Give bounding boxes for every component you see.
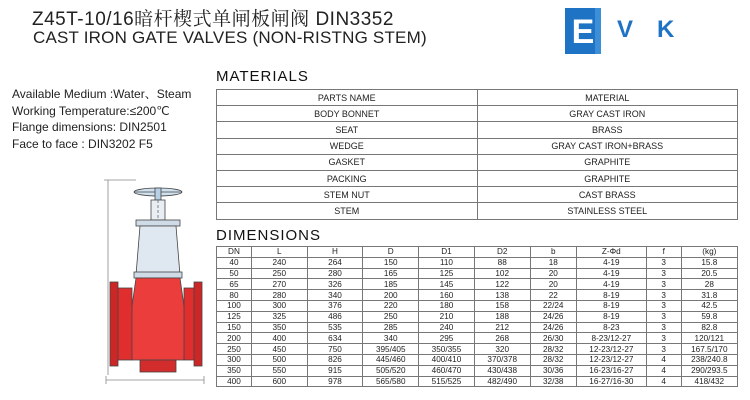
table-cell: 110: [419, 257, 475, 268]
table-cell: 28: [681, 279, 737, 290]
table-cell: 145: [419, 279, 475, 290]
table-cell: PACKING: [217, 170, 478, 186]
table-cell: 20: [530, 268, 576, 279]
table-cell: 8-19: [576, 300, 646, 311]
table-cell: 550: [251, 365, 307, 376]
materials-title: MATERIALS: [216, 68, 309, 85]
table-cell: 200: [363, 290, 419, 301]
table-cell: 31.8: [681, 290, 737, 301]
table-cell: 418/432: [681, 376, 737, 387]
table-cell: 28/32: [530, 344, 576, 355]
table-cell: 326: [307, 279, 363, 290]
table-cell: 4: [646, 365, 681, 376]
table-cell: 325: [251, 311, 307, 322]
table-cell: BRASS: [477, 122, 738, 138]
table-cell: 3: [646, 290, 681, 301]
header-cell: D: [363, 247, 419, 258]
table-cell: 20: [530, 279, 576, 290]
dimensions-title: DIMENSIONS: [216, 227, 322, 244]
table-cell: 826: [307, 354, 363, 365]
table-cell: 280: [307, 268, 363, 279]
table-cell: 3: [646, 344, 681, 355]
table-cell: 4: [646, 354, 681, 365]
table-cell: 150: [363, 257, 419, 268]
table-cell: STEM NUT: [217, 187, 478, 203]
dimensions-row: [217, 279, 738, 290]
gate-valve-drawing: [96, 170, 206, 395]
table-cell: 445/460: [363, 354, 419, 365]
table-cell: 8-23/12-27: [576, 333, 646, 344]
table-cell: 22/24: [530, 300, 576, 311]
table-cell: 24/26: [530, 311, 576, 322]
table-cell: 270: [251, 279, 307, 290]
materials-row: [217, 187, 738, 203]
table-cell: 122: [474, 279, 530, 290]
table-cell: 535: [307, 322, 363, 333]
table-cell: 3: [646, 311, 681, 322]
table-cell: 158: [474, 300, 530, 311]
header-cell: b: [530, 247, 576, 258]
table-cell: 3: [646, 279, 681, 290]
table-cell: 4-19: [576, 279, 646, 290]
table-cell: CAST BRASS: [477, 187, 738, 203]
table-cell: 80: [217, 290, 252, 301]
table-cell: 634: [307, 333, 363, 344]
table-cell: 285: [363, 322, 419, 333]
table-cell: 3: [646, 268, 681, 279]
dimensions-row: [217, 268, 738, 279]
header-cell: PARTS NAME: [217, 90, 478, 106]
table-cell: 320: [474, 344, 530, 355]
dimensions-row: [217, 333, 738, 344]
table-cell: 82.8: [681, 322, 737, 333]
table-cell: GRAPHITE: [477, 170, 738, 186]
table-cell: 290/293.5: [681, 365, 737, 376]
table-cell: GRAY CAST IRON+BRASS: [477, 138, 738, 154]
materials-row: [217, 154, 738, 170]
table-cell: 300: [251, 300, 307, 311]
table-cell: 376: [307, 300, 363, 311]
table-cell: GASKET: [217, 154, 478, 170]
table-cell: 102: [474, 268, 530, 279]
dimensions-row: [217, 376, 738, 387]
table-cell: GRAY CAST IRON: [477, 106, 738, 122]
table-cell: 138: [474, 290, 530, 301]
materials-header-row: [217, 90, 738, 106]
spec-medium: Available Medium :Water、Steam: [12, 87, 192, 101]
table-cell: 8-19: [576, 290, 646, 301]
materials-row: [217, 170, 738, 186]
table-cell: 42.5: [681, 300, 737, 311]
dimensions-header-row: [217, 247, 738, 258]
table-cell: 188: [474, 311, 530, 322]
table-cell: 4: [646, 376, 681, 387]
table-cell: 18: [530, 257, 576, 268]
table-cell: 978: [307, 376, 363, 387]
table-cell: 395/405: [363, 344, 419, 355]
table-cell: 250: [217, 344, 252, 355]
table-cell: 486: [307, 311, 363, 322]
table-cell: 28/32: [530, 354, 576, 365]
table-cell: 20.5: [681, 268, 737, 279]
table-cell: SEAT: [217, 122, 478, 138]
dimensions-row: [217, 344, 738, 355]
table-cell: 210: [419, 311, 475, 322]
table-cell: 264: [307, 257, 363, 268]
table-cell: STAINLESS STEEL: [477, 203, 738, 219]
table-cell: 120/121: [681, 333, 737, 344]
table-cell: 220: [363, 300, 419, 311]
materials-row: [217, 203, 738, 219]
table-cell: 30/36: [530, 365, 576, 376]
table-cell: 200: [217, 333, 252, 344]
materials-row: [217, 106, 738, 122]
dimensions-row: [217, 290, 738, 301]
header-cell: D1: [419, 247, 475, 258]
table-cell: 3: [646, 333, 681, 344]
table-cell: 165: [363, 268, 419, 279]
table-cell: STEM: [217, 203, 478, 219]
table-cell: 515/525: [419, 376, 475, 387]
dimensions-row: [217, 354, 738, 365]
table-cell: 295: [419, 333, 475, 344]
logo-letters: VK: [617, 16, 699, 43]
table-cell: 350: [251, 322, 307, 333]
table-cell: 125: [217, 311, 252, 322]
table-cell: 26/30: [530, 333, 576, 344]
table-cell: 212: [474, 322, 530, 333]
table-cell: 160: [419, 290, 475, 301]
table-cell: 185: [363, 279, 419, 290]
table-cell: 915: [307, 365, 363, 376]
table-cell: 4-19: [576, 257, 646, 268]
table-cell: 250: [251, 268, 307, 279]
table-cell: 460/470: [419, 365, 475, 376]
table-cell: 3: [646, 257, 681, 268]
table-cell: 240: [419, 322, 475, 333]
header-cell: H: [307, 247, 363, 258]
table-cell: 40: [217, 257, 252, 268]
table-cell: 350: [217, 365, 252, 376]
table-cell: 8-23: [576, 322, 646, 333]
table-cell: 16-27/16-30: [576, 376, 646, 387]
table-cell: 482/490: [474, 376, 530, 387]
header-cell: MATERIAL: [477, 90, 738, 106]
table-cell: 15.8: [681, 257, 737, 268]
table-cell: WEDGE: [217, 138, 478, 154]
table-cell: 430/438: [474, 365, 530, 376]
table-cell: 750: [307, 344, 363, 355]
title-chinese: Z45T-10/16暗杆楔式单闸板闸阀 DIN3352: [32, 9, 394, 30]
header-cell: Z-Φd: [576, 247, 646, 258]
table-cell: 300: [217, 354, 252, 365]
table-cell: 12-23/12-27: [576, 354, 646, 365]
header-cell: DN: [217, 247, 252, 258]
spec-list: [12, 86, 191, 152]
table-cell: 22: [530, 290, 576, 301]
table-cell: 4-19: [576, 268, 646, 279]
materials-row: [217, 122, 738, 138]
header-cell: (kg): [681, 247, 737, 258]
table-cell: 3: [646, 322, 681, 333]
table-cell: GRAPHITE: [477, 154, 738, 170]
table-cell: 500: [251, 354, 307, 365]
table-cell: 565/580: [363, 376, 419, 387]
table-cell: 167.5/170: [681, 344, 737, 355]
table-cell: 268: [474, 333, 530, 344]
table-cell: 65: [217, 279, 252, 290]
table-cell: 24/26: [530, 322, 576, 333]
table-cell: 340: [307, 290, 363, 301]
table-cell: 400: [251, 333, 307, 344]
dimensions-row: [217, 257, 738, 268]
table-cell: 12-23/12-27: [576, 344, 646, 355]
dimensions-row: [217, 322, 738, 333]
table-cell: 88: [474, 257, 530, 268]
header-cell: L: [251, 247, 307, 258]
spec-face-to-face: Face to face : DIN3202 F5: [12, 136, 153, 151]
spec-flange: Flange dimensions: DIN2501: [12, 120, 167, 134]
table-cell: BODY BONNET: [217, 106, 478, 122]
dimensions-table: [216, 246, 738, 387]
dimensions-row: [217, 365, 738, 376]
table-cell: 238/240.8: [681, 354, 737, 365]
table-cell: 8-19: [576, 311, 646, 322]
table-cell: 280: [251, 290, 307, 301]
dimensions-row: [217, 311, 738, 322]
dimensions-row: [217, 300, 738, 311]
table-cell: 350/355: [419, 344, 475, 355]
table-cell: 125: [419, 268, 475, 279]
table-cell: 180: [419, 300, 475, 311]
table-cell: 240: [251, 257, 307, 268]
spec-temperature: Working Temperature:≤200℃: [12, 103, 170, 118]
brand-logo: [565, 8, 735, 54]
table-cell: 450: [251, 344, 307, 355]
materials-row: [217, 138, 738, 154]
table-cell: 3: [646, 300, 681, 311]
table-cell: 250: [363, 311, 419, 322]
table-cell: 400/410: [419, 354, 475, 365]
header-cell: D2: [474, 247, 530, 258]
table-cell: 16-23/16-27: [576, 365, 646, 376]
logo-box-letter: E: [565, 8, 601, 54]
header-cell: f: [646, 247, 681, 258]
table-cell: 100: [217, 300, 252, 311]
table-cell: 59.8: [681, 311, 737, 322]
table-cell: 32/38: [530, 376, 576, 387]
table-cell: 50: [217, 268, 252, 279]
table-cell: 340: [363, 333, 419, 344]
title-english: CAST IRON GATE VALVES (NON-RISTNG STEM): [33, 28, 427, 47]
table-cell: 150: [217, 322, 252, 333]
table-cell: 600: [251, 376, 307, 387]
table-cell: 370/378: [474, 354, 530, 365]
materials-table: [216, 89, 738, 220]
table-cell: 400: [217, 376, 252, 387]
table-cell: 505/520: [363, 365, 419, 376]
